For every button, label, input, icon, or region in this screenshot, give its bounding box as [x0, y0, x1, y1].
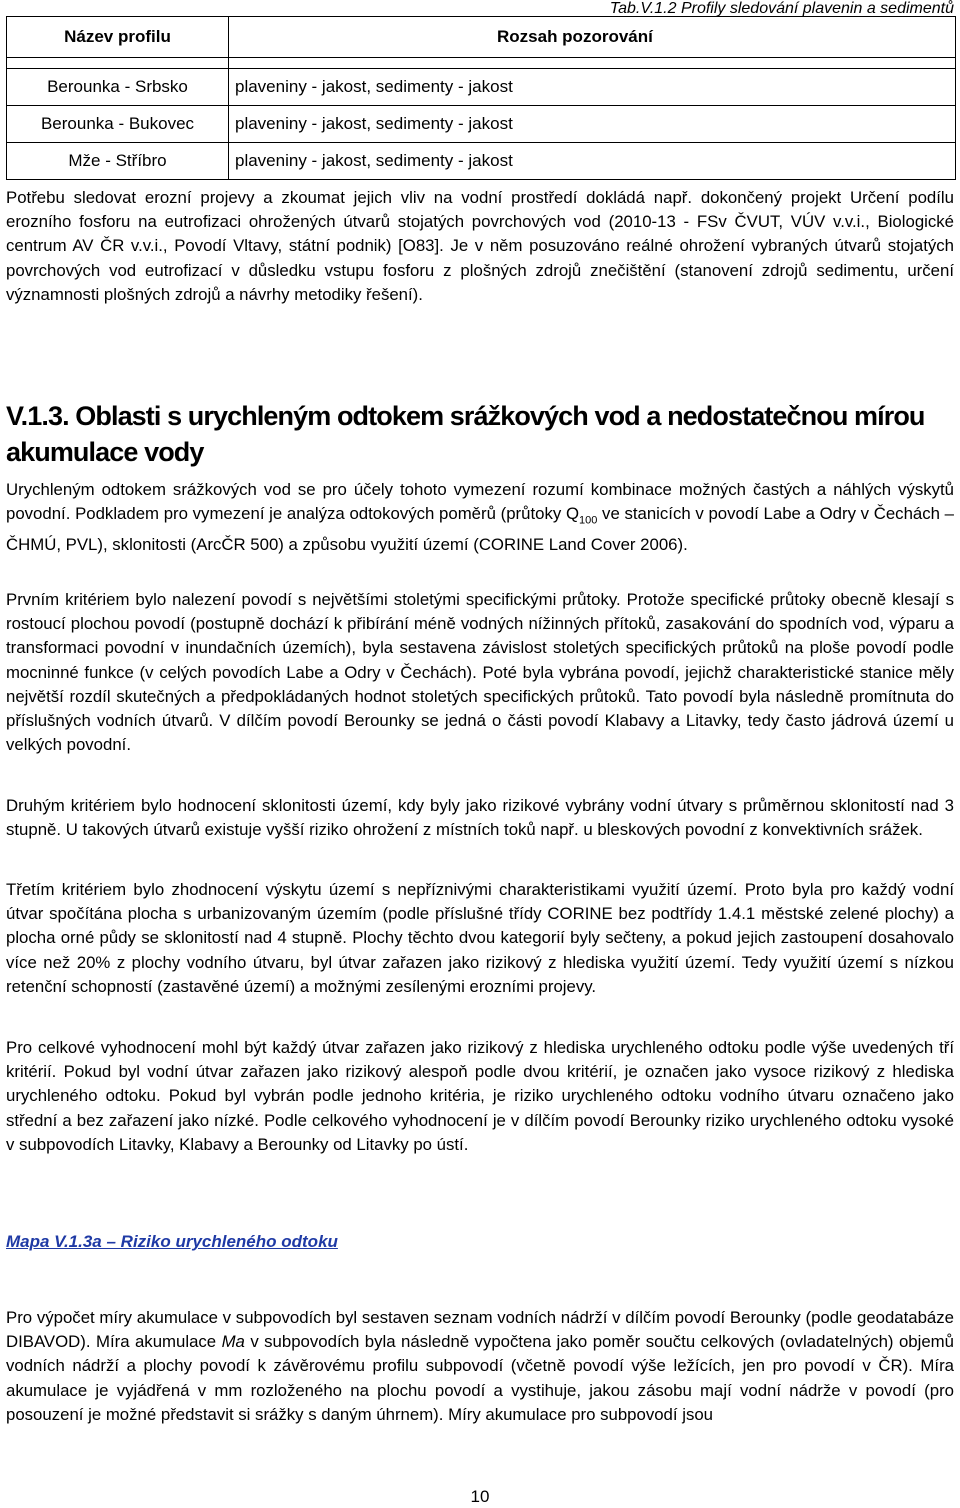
profiles-table: [6, 16, 956, 180]
paragraph-first-criterion: Prvním kritériem bylo nalezení povodí s největšími stoletými specifickými průtoky. Protože specifické průtoky obecně klesají s rostoucí plochou povodí (postupně dochází k přibírání méně vodných nížinných přítoků, zasakování do spodních vod, výparu a transformaci povodní v inundačních územích), byla sestavena závislost stoletých specifických průtoků na ploše povodí podle mocninné funkce (v celých povodích Labe a Odry v Čechách). Poté byla vybrána povodí, jejichž charakteristické stanice měly největší rozdíl skutečných a předpokládaných hodnot stoletých specifických průtoků. Tato povodí byla následně promítnuta do příslušných vodních útvarů. V dílčím povodí Berounky se jedná o části povodí Klabavy a Litavky, tedy často jádrová území u velkých povodní.: [6, 590, 954, 755]
paragraph-accumulation-part2: v subpovodích byla následně vypočtena jako poměr součtu celkových (ovladatelných) objemů vodních nádrží a plochy povodí k závěrovému profilu subpovodí (včetně povodí výše ležících, jen pro povodí v ČR). Míra akumulace je vyjádřená v mm rozloženého na plochu povodí a vystihuje, jakou zásobu mají vodní nádrže v povodí (pro posouzení je možné představit si srážky s daným úhrnem). Míry akumulace pro subpovodí jsou: [6, 1332, 954, 1424]
page-number: 10: [470, 1487, 490, 1506]
header-profile-name: Název profilu: [7, 17, 229, 58]
observation-range-cell: plaveniny - jakost, sedimenty - jakost: [229, 143, 956, 180]
observation-range-cell: plaveniny - jakost, sedimenty - jakost: [229, 106, 956, 143]
profile-name-cell: Berounka - Srbsko: [7, 69, 229, 106]
header-observation-range: Rozsah pozorování: [229, 17, 956, 58]
paragraph-definition-part2: ve stanicích v povodí Labe a Odry v Čechách – ČHMÚ, PVL), sklonitosti (ArcČR 500) a způsobu využití území (CORINE Land Cover 2006).: [6, 504, 954, 554]
q100-subscript: 100: [579, 514, 598, 527]
table-caption: Tab.V.1.2 Profily sledování plavenin a sedimentů: [609, 0, 954, 17]
profile-name-cell: Mže - Stříbro: [7, 143, 229, 180]
paragraph-erosion-project: Potřebu sledovat erozní projevy a zkoumat jejich vliv na vodní prostředí dokládá např. dokončený projekt Určení podílu erozního fosforu na eutrofizaci ohrožených útvarů stojatých povrchových vod (2010-13 - FSv ČVUT, VÚV v.v.i., Biologické centrum AV ČR v.v.i., Povodí Vltavy, státní podnik) [O83]. Je v něm posuzováno reálné ohrožení vybraných útvarů stojatých povrchových vod eutrofizací v důsledku vstupu fosforu z plošných zdrojů znečištění (stanovení zdrojů sedimentu, určení významnosti plošných zdrojů a návrhy metodiky řešení).: [6, 188, 954, 304]
paragraph-overall-evaluation: Pro celkové vyhodnocení mohl být každý útvar zařazen jako rizikový z hlediska urychleného odtoku podle výše uvedených tří kritérií. Pokud byl vodní útvar zařazen jako rizikový alespoň podle dvou kritérií, je označen jako vysoce rizikový z hlediska urychleného odtoku. Pokud byl vybrán podle jednoho kritéria, je riziko urychleného odtoku vodního útvaru označeno jako střední a bez zařazení jako nízké. Podle celkového vyhodnocení je v dílčím povodí Berounky riziko urychleného odtoku vysoké v subpovodích Litavky, Klabavy a Berounky od Litavky po ústí.: [6, 1038, 954, 1154]
ma-symbol: Ma: [221, 1332, 245, 1352]
paragraph-accumulation: [6, 1306, 954, 1427]
map-link[interactable]: Mapa V.1.3a – Riziko urychleného odtoku: [6, 1232, 338, 1251]
paragraph-accumulation-part1: Pro výpočet míry akumulace v subpovodích byl sestaven seznam vodních nádrží v dílčím povodí Berounky (podle geodatabáze DIBAVOD). Míra akumulace: [6, 1308, 954, 1352]
paragraph-definition-part1: Urychleným odtokem srážkových vod se pro účely tohoto vymezení rozumí kombinace možných častých a náhlých výskytů povodní. Podkladem pro vymezení je analýza odtokových poměrů (průtoky Q: [6, 480, 954, 524]
table-header-row: [7, 17, 956, 58]
paragraph-definition: [6, 478, 954, 557]
table-row: [7, 106, 956, 143]
table-row: [7, 69, 956, 106]
paragraph-third-criterion: Třetím kritériem bylo zhodnocení výskytu území s nepříznivými charakteristikami využití území. Proto byla pro každý vodní útvar spočítána plocha s urbanizovaným územím (podle příslušné třídy CORINE bez podtřídy 1.4.1 městské zelené plochy) a plocha orné půdy se sklonitostí nad 4 stupně. Plochy těchto dvou kategorií byly sečteny, a pokud jejich zastoupení dosahovalo více než 20% z plochy vodního útvaru, byl útvar zařazen jako rizikový z hlediska využití území. Tedy využití území s nízkou retenční schopností (zastavěné území) a možnými zesílenými erozními projevy.: [6, 880, 954, 996]
paragraph-second-criterion: Druhým kritériem bylo hodnocení sklonitosti území, kdy byly jako rizikové vybrány vodní útvary s průměrnou sklonitostí nad 3 stupně. U takových útvarů existuje vyšší riziko ohrožení z místních toků např. u bleskových povodní z konvektivních srážek.: [6, 796, 954, 840]
profile-name-cell: Berounka - Bukovec: [7, 106, 229, 143]
observation-range-cell: plaveniny - jakost, sedimenty - jakost: [229, 69, 956, 106]
table-spacer-row: [7, 58, 956, 69]
section-heading: V.1.3. Oblasti s urychleným odtokem srážkových vod a nedostatečnou mírou akumulace vody: [6, 401, 925, 467]
table-row: [7, 143, 956, 180]
